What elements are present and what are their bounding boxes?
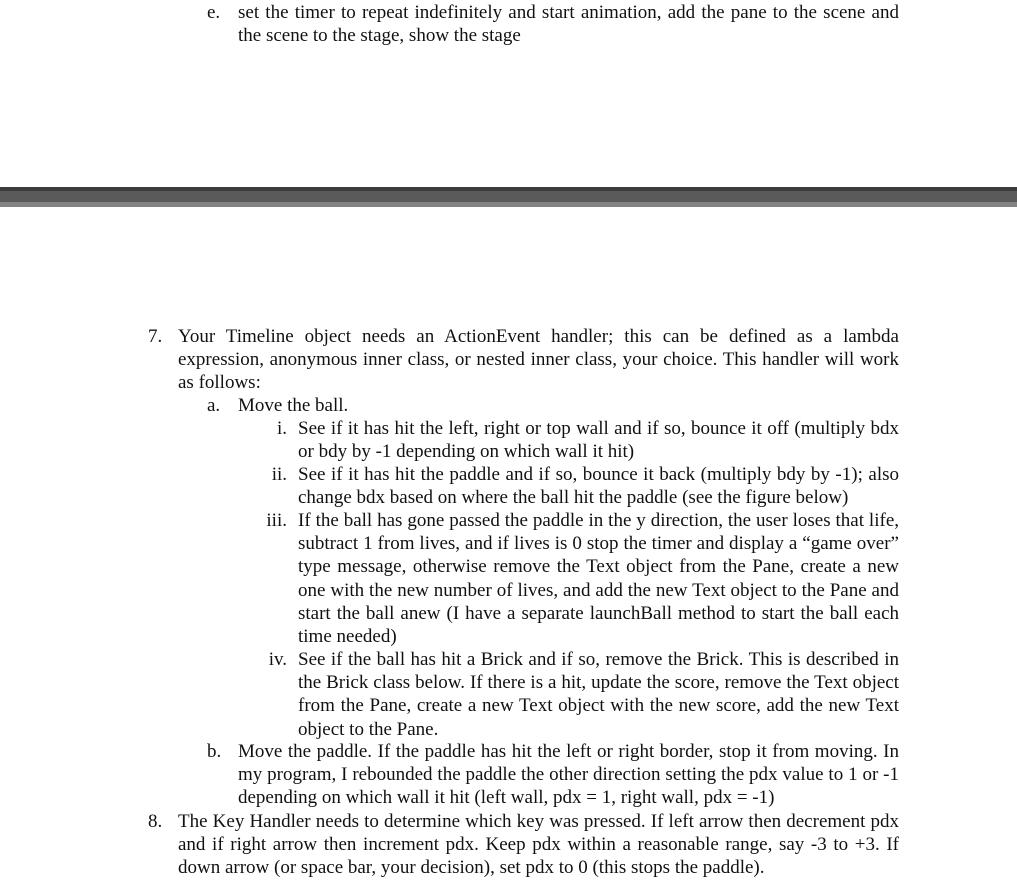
list-marker: e. [207, 2, 221, 23]
list-item-text: The Key Handler needs to determine which key was pressed. If left arrow then decrement pdx and if right arrow then increment pdx. Keep pdx within a reasonable range, say -3 to +3. If down arrow (or space bar, your decision), set pdx to 0 (this stops the paddle). [178, 811, 899, 879]
list-item-text: See if the ball has hit a Brick and if so, remove the Brick. This is described in the Brick class below. If there is a hit, update the score, remove the Text object from the Pane, create a new Text object with the new score, add the new Text object to the Pane. [298, 649, 899, 740]
list-item-text: Your Timeline object needs an ActionEvent handler; this can be defined as a lambda expression, anonymous inner class, or nested inner class, your choice. This handler will work as follows: [178, 326, 899, 394]
list-marker: iii. [266, 510, 287, 531]
document-page-bottom [0, 207, 1017, 885]
list-item-text: See if it has hit the left, right or top wall and if so, bounce it off (multiply bdx or bdy by -1 depending on which wall it hit) [298, 418, 899, 463]
list-marker: a. [207, 395, 221, 416]
list-marker: iv. [268, 649, 287, 670]
list-item-text: Move the paddle. If the paddle has hit the left or right border, stop it from moving. In my program, I rebounded the paddle the other direction setting the pdx value to 1 or -1 depending on which wall it hit (left wall, pdx = 1, right wall, pdx = -1) [238, 741, 899, 809]
list-item-text: If the ball has gone passed the paddle in the y direction, the user loses that life, subtract 1 from lives, and if lives is 0 stop the timer and display a “game over” type message, otherwise remove the Text object from the Pane, create a new one with the new number of lives, and add the new Text object to the Pane and start the ball anew (I have a separate launchBall method to start the ball each time needed) [298, 510, 899, 648]
document-page-top [0, 0, 1017, 187]
list-item-text: Move the ball. [238, 395, 349, 416]
list-item-text: set the timer to repeat indefinitely and start animation, add the pane to the scene and the scene to the stage, show the stage [238, 2, 899, 47]
list-item-text: See if it has hit the paddle and if so, bounce it back (multiply bdy by -1); also change bdx based on where the ball hit the paddle (see the figure below) [298, 464, 899, 509]
list-marker: i. [276, 418, 287, 439]
list-marker: ii. [271, 464, 287, 485]
page-separator [0, 187, 1017, 207]
list-marker: b. [207, 741, 222, 762]
list-marker: 7. [148, 326, 163, 347]
list-marker: 8. [148, 811, 163, 832]
